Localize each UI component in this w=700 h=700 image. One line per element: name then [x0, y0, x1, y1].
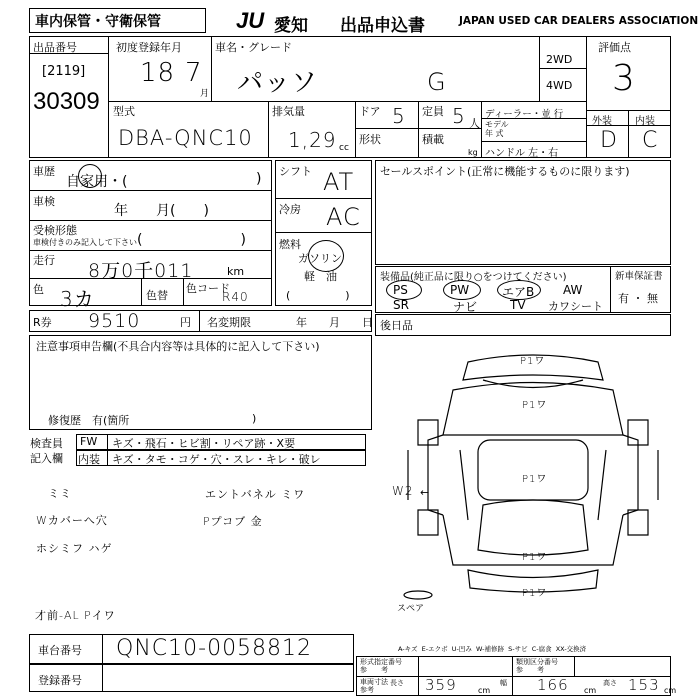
width-value: 166: [537, 676, 569, 694]
first-registration-year: 18: [140, 58, 176, 88]
color-change-label: 色替: [146, 289, 168, 302]
diagram-mark-3: P1ワ: [522, 474, 548, 485]
equip-navi: ナビ: [453, 300, 478, 314]
model-year-label: モデル 年 式: [485, 120, 509, 138]
diagram-mark-4: P1ワ: [522, 552, 548, 563]
certificate-parens: ( ): [137, 232, 246, 248]
inspector-note-6: 才前-AL Pイワ: [35, 609, 116, 622]
exterior-score: D: [600, 128, 618, 153]
history-close: ): [256, 171, 262, 187]
height-sub: 高さ: [603, 679, 617, 687]
inspector-row1-text: キズ・飛石・ヒビ割・リペア跡・X要: [112, 437, 296, 450]
equip-aw: AW: [563, 283, 583, 297]
load-unit: kg: [468, 148, 478, 157]
mileage-unit: km: [227, 265, 245, 278]
name-change-value: 年 月 日: [296, 316, 373, 329]
length-value: 359: [425, 676, 457, 694]
history-label: 車歴: [33, 165, 55, 178]
displacement-label: 排気量: [272, 105, 305, 118]
shift-value: AT: [323, 168, 355, 196]
new-warranty-label: 新車保証書: [615, 271, 663, 282]
certificate-note: 車検付きのみ記入して下さい: [33, 238, 137, 247]
lot-bracket-number: [2119]: [42, 64, 86, 79]
chassis-label: 車台番号: [38, 644, 82, 657]
width-sub: 幅: [500, 679, 507, 687]
equip-tv: TV: [510, 298, 526, 312]
drive-4wd: 4WD: [546, 79, 573, 92]
inspector-row2-text: キズ・タモ・コゲ・穴・スレ・キレ・破レ: [112, 453, 321, 466]
shift-label: シフト: [279, 165, 312, 178]
inspector-note-5: Pプコブ 金: [203, 515, 263, 528]
notes-label: 注意事項申告欄(不具合内容等は具体的に記入して下さい): [36, 340, 320, 353]
doors-label: ドア: [359, 105, 381, 118]
inspector-note-3: ホシミフ ハゲ: [36, 542, 113, 555]
car-name: パッソ: [237, 68, 319, 98]
fuel-gas: ガソリン: [298, 252, 342, 265]
color-code-label: 色コード: [186, 282, 230, 295]
form-title: 出品申込書: [340, 16, 425, 36]
inspector-interior: 内装: [78, 453, 100, 466]
exterior-label: 外装: [592, 116, 612, 127]
certificate-label: 受検形態: [33, 224, 77, 237]
model-label: 型式: [113, 105, 135, 118]
equip-ps: PS: [393, 283, 408, 297]
chassis-number: QNC10-0058812: [116, 636, 313, 661]
repair-history-label: 修復歴 有(箇所: [48, 414, 130, 427]
capacity-unit: 人: [469, 117, 480, 130]
width-unit: cm: [584, 686, 597, 695]
color-code: R40: [222, 290, 249, 304]
color-value: 3カ: [60, 287, 95, 311]
capacity: 5: [452, 104, 466, 128]
certified-label: 形式指定番号 参 考: [360, 658, 402, 674]
association-name: JAPAN USED CAR DEALERS ASSOCIATION: [459, 15, 699, 27]
displacement: 1,29: [288, 128, 337, 152]
capacity-label: 定員: [422, 105, 444, 118]
dealer-label: ディーラー・並 行: [485, 109, 564, 120]
first-registration-month-unit: 月: [200, 89, 210, 99]
inspector-note-2: Wカバーへ穴: [36, 514, 108, 527]
recycle-unit: 円: [180, 316, 191, 329]
car-name-label: 車名・グレード: [215, 41, 292, 54]
classification-label: 類別区分番号 参 考: [516, 658, 558, 674]
damage-legend: A-キズ E-エクボ U-凹み W-補修跡 S-サビ C-腐食 XX-交換済: [398, 645, 587, 653]
sales-point-label: セールスポイント(正常に機能するものに限ります): [380, 165, 630, 178]
rear-seat-box: [375, 314, 671, 336]
rating-score: 3: [612, 58, 636, 99]
inspector-label-text: 検査員記入欄: [30, 437, 63, 465]
doors: 5: [392, 104, 406, 128]
equipment-label: 装備品(純正品に限り○をつけてください): [380, 272, 567, 283]
inspection-label: 車検: [33, 195, 55, 208]
private-use-circle: [78, 164, 102, 188]
diagram-mark-1: P1ワ: [520, 356, 546, 367]
diagram-side-mark: W2: [392, 484, 414, 498]
diagram-mark-5: P1ワ: [522, 588, 548, 599]
registration-label: 登録番号: [38, 674, 82, 687]
rear-seat-label: 後日品: [380, 319, 413, 332]
handle-label: ハンドル 左・右: [485, 148, 559, 159]
org-name: 愛知: [274, 16, 308, 36]
shape-label: 形状: [359, 133, 381, 146]
name-change-label: 名変期限: [207, 316, 251, 329]
length-sub: 長さ: [390, 679, 404, 687]
ps-circle: [386, 280, 422, 300]
lot-number: 30309: [33, 88, 100, 115]
storage-type: 車内保管・守衛保管: [35, 14, 161, 30]
ac-value: AC: [326, 203, 361, 231]
height-unit: cm: [664, 686, 677, 695]
recycle-label: R券: [33, 316, 52, 329]
ju-logo: JU: [236, 8, 265, 33]
warranty-options: 有 ・ 無: [618, 292, 658, 305]
spare-label: スペア: [397, 604, 425, 614]
drive-2wd: 2WD: [546, 53, 573, 66]
lot-label: 出品番号: [33, 41, 77, 54]
inspector-fw: FW: [80, 435, 98, 448]
history-value: 自家用・(: [66, 174, 128, 190]
diagram-mark-2: P1ワ: [522, 400, 548, 411]
equip-leather: カワシート: [548, 300, 603, 313]
equip-sr: SR: [393, 298, 409, 312]
car-grade: G: [427, 68, 447, 96]
equip-pw: PW: [450, 283, 470, 297]
arrow-left-icon: ←: [420, 486, 430, 499]
inspector-label: [30, 436, 70, 466]
displacement-unit: cc: [339, 143, 349, 153]
fuel-diesel: 軽 油: [304, 270, 337, 283]
interior-score: C: [642, 128, 659, 153]
mileage-label: 走行: [33, 254, 55, 267]
fuel-label: 燃料: [279, 238, 301, 251]
ac-label: 冷房: [279, 203, 301, 216]
height-value: 153: [628, 676, 660, 694]
interior-label: 内装: [635, 116, 655, 127]
model-code: DBA-QNC10: [118, 126, 253, 150]
inspector-note-4: エントバネル ミワ: [205, 488, 306, 501]
pw-circle: [443, 280, 481, 300]
airbag-circle: [497, 280, 541, 300]
inspection-value: 年 月( ): [114, 203, 209, 219]
length-unit: cm: [478, 686, 491, 695]
first-registration-month: 7: [185, 58, 203, 88]
color-label: 色: [33, 283, 44, 296]
fuel-paren: ( ): [286, 289, 350, 302]
load-label: 積載: [422, 133, 444, 146]
equip-airbag: エアB: [502, 285, 535, 299]
rating-label: 評価点: [598, 41, 631, 54]
recycle-amount: 9510: [88, 310, 141, 332]
first-registration-label: 初度登録年月: [116, 41, 182, 54]
mileage-value: 8万0千011: [88, 260, 194, 282]
length-label: 車両寸法 参考: [360, 678, 388, 694]
inspector-note-1: ミミ: [48, 487, 72, 500]
